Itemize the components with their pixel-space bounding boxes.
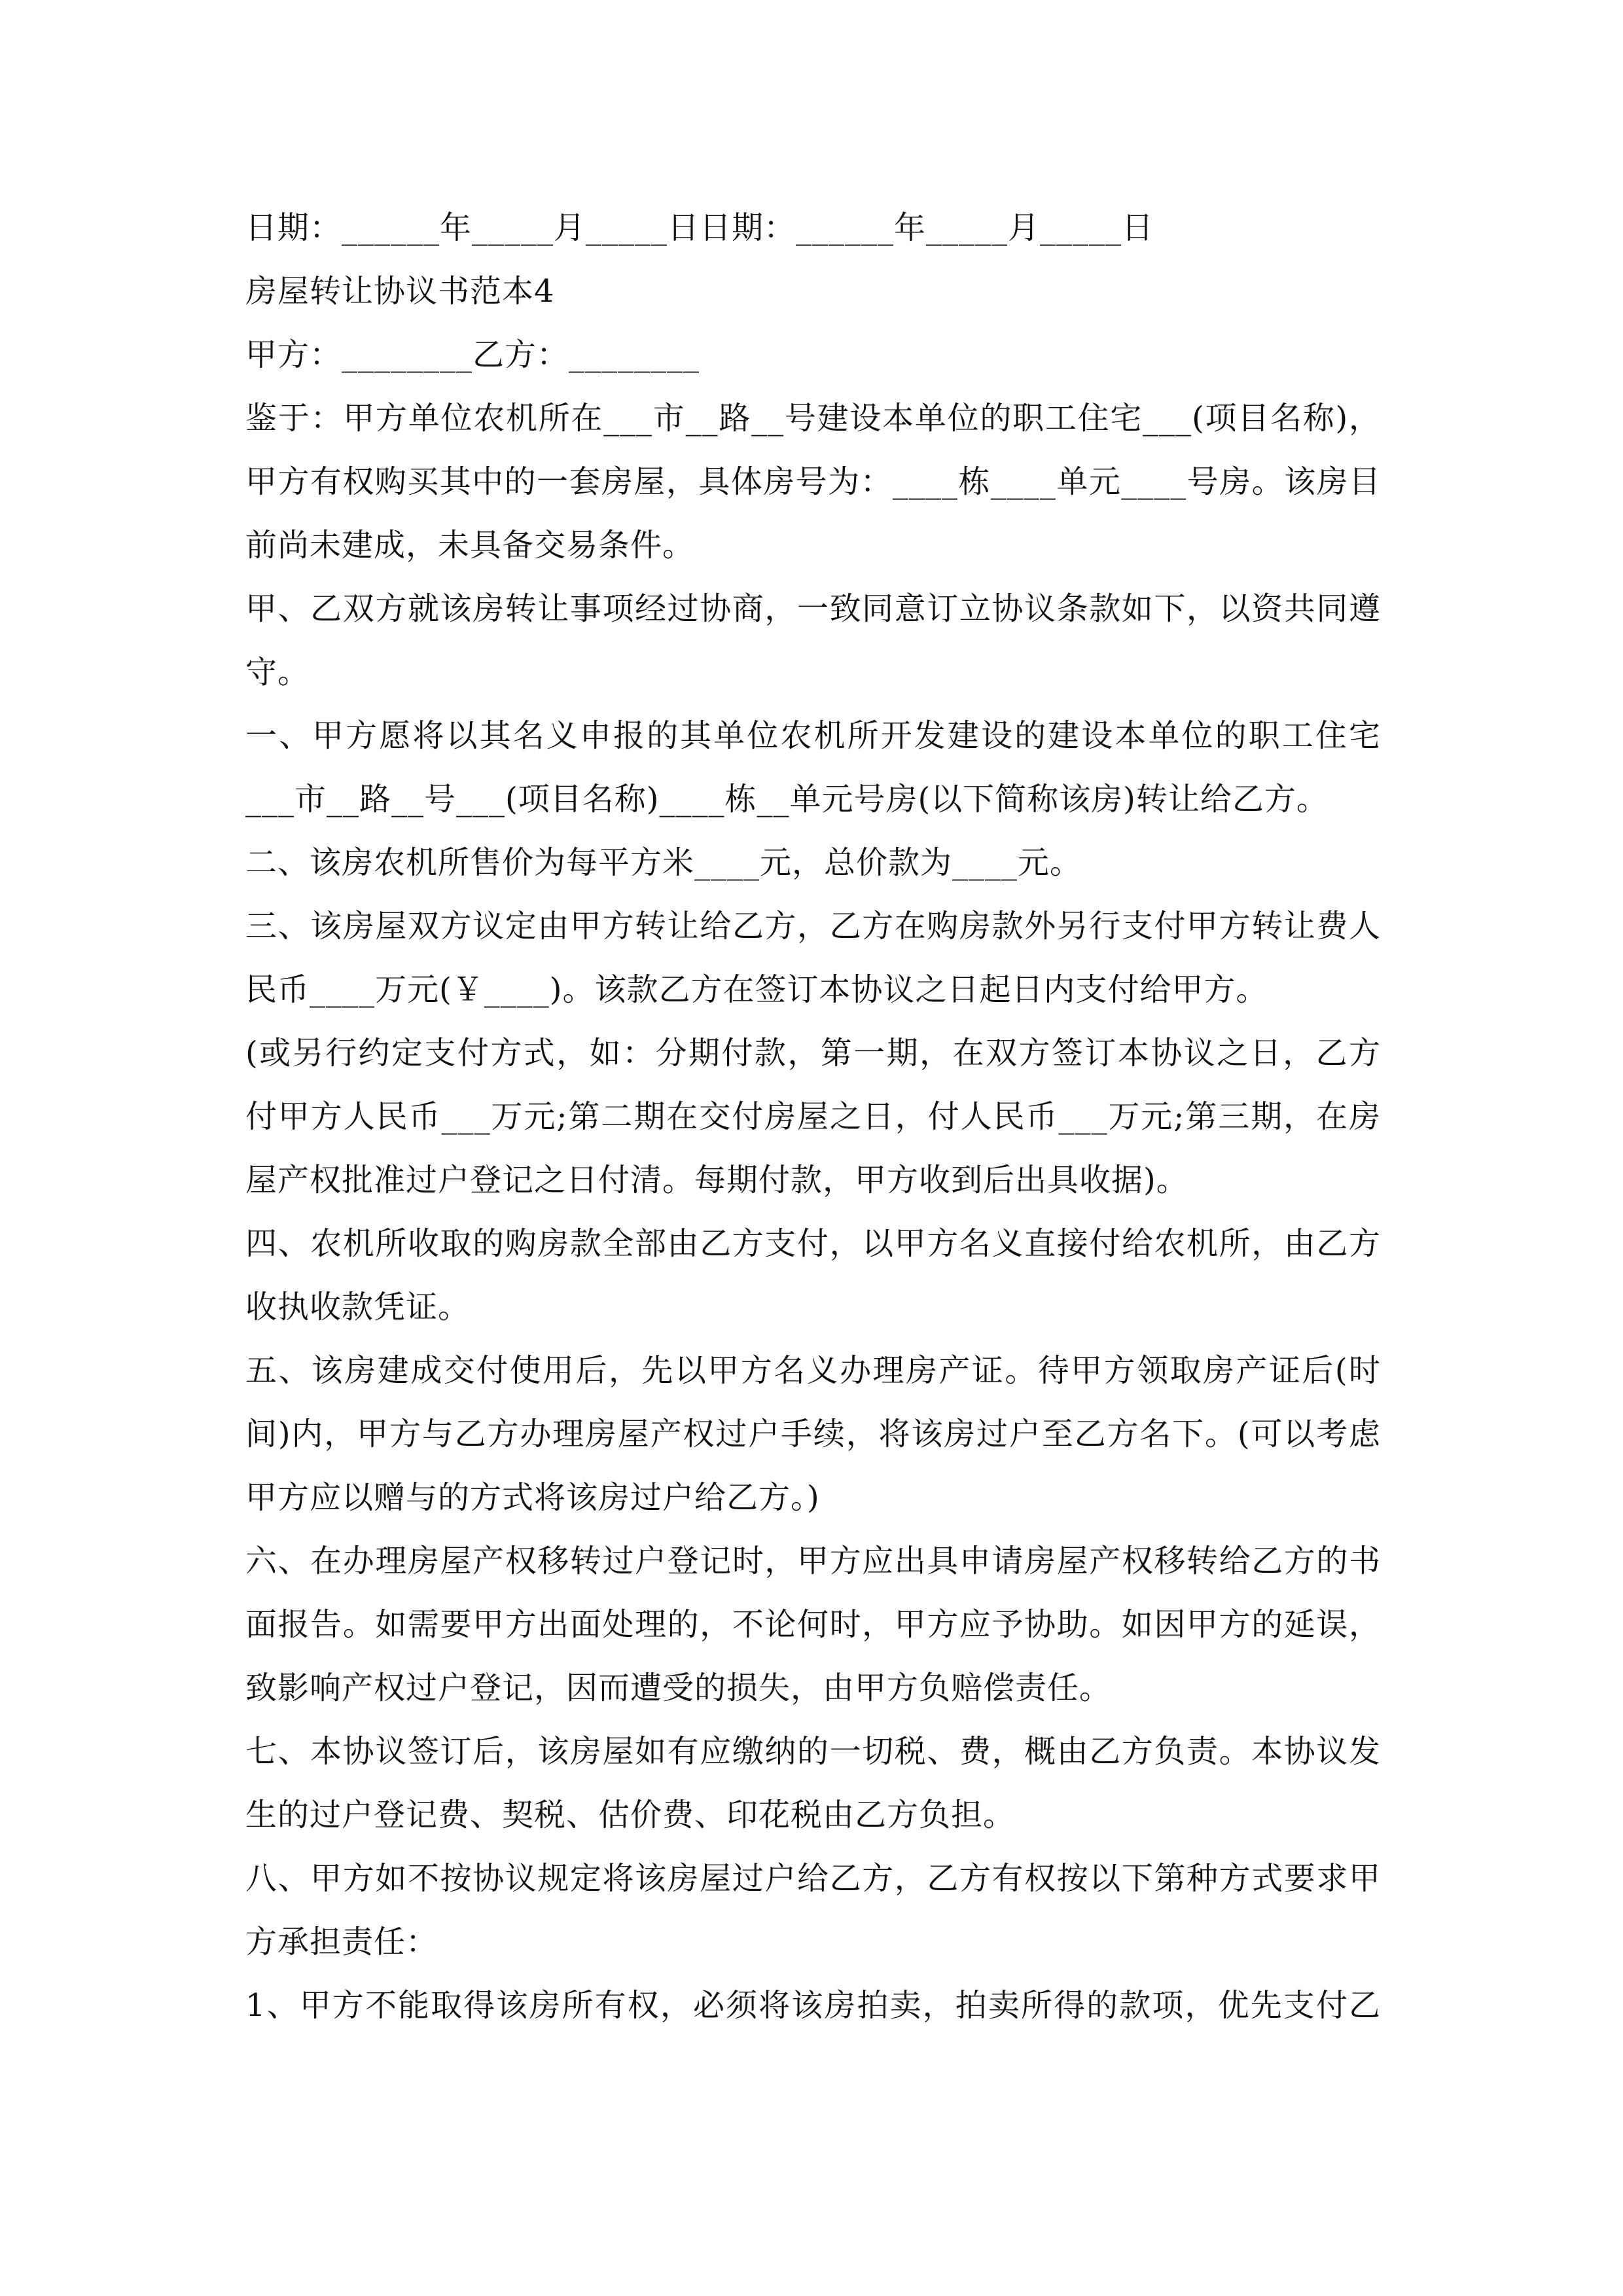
payment-note-line: 屋产权批准过户登记之日付清。每期付款，甲方收到后出具收据)。	[245, 1162, 1188, 1198]
clause-7-line: 七、本协议签订后，该房屋如有应缴纳的一切税、费，概由乙方负责。本协议发	[245, 1733, 1381, 1770]
clause-3-line: 三、该房屋双方议定由甲方转让给乙方，乙方在购房款外另行支付甲方转让费人	[245, 908, 1381, 944]
clause-4-line: 四、农机所收取的购房款全部由乙方支付，以甲方名义直接付给农机所，由乙方	[245, 1225, 1381, 1262]
clause-8-item-1-line: 1、甲方不能取得该房所有权，必须将该房拍卖，拍卖所得的款项，优先支付乙	[245, 1987, 1381, 2024]
clause-8-line: 八、甲方如不按协议规定将该房屋过户给乙方，乙方有权按以下第种方式要求甲	[245, 1860, 1381, 1897]
text-line: 鉴于：甲方单位农机所在___市__路__号建设本单位的职工住宅___(项目名称)，	[245, 400, 1381, 437]
clause-2-line: 二、该房农机所售价为每平方米____元，总价款为____元。	[245, 844, 1082, 881]
text-line: 甲、乙双方就该房转让事项经过协商，一致同意订立协议条款如下，以资共同遵	[245, 590, 1381, 627]
clause-8-line: 方承担责任：	[245, 1924, 438, 1960]
payment-note-line: (或另行约定支付方式，如：分期付款，第一期，在双方签订本协议之日，乙方	[245, 1035, 1381, 1071]
text-line: 前尚未建成，未具备交易条件。	[245, 527, 695, 564]
clause-1-line: ___市__路__号___(项目名称)____栋__单元号房(以下简称该房)转让给乙方。	[245, 781, 1329, 817]
document-title: 房屋转让协议书范本4	[245, 273, 555, 310]
clause-4-line: 收执收款凭证。	[245, 1289, 471, 1325]
clause-7-line: 生的过户登记费、契税、估价费、印花税由乙方负担。	[245, 1797, 1016, 1833]
clause-5-line: 五、该房建成交付使用后，先以甲方名义办理房产证。待甲方领取房产证后(时	[245, 1352, 1381, 1389]
clause-6-line: 致影响产权过户登记，因而遭受的损失，由甲方负赔偿责任。	[245, 1670, 1112, 1706]
clause-5-line: 间)内，甲方与乙方办理房屋产权过户手续，将该房过户至乙方名下。(可以考虑	[245, 1416, 1381, 1452]
date-line: 日期：______年_____月_____日日期：______年_____月_____日	[245, 209, 1154, 246]
clause-1-line: 一、甲方愿将以其名义申报的其单位农机所开发建设的建设本单位的职工住宅	[245, 717, 1381, 754]
text-line: 守。	[245, 654, 310, 691]
document-body	[245, 196, 1381, 2037]
clause-6-line: 六、在办理房屋产权移转过户登记时，甲方应出具申请房屋产权移转给乙方的书	[245, 1543, 1381, 1579]
clause-6-line: 面报告。如需要甲方出面处理的，不论何时，甲方应予协助。如因甲方的延误，	[245, 1606, 1381, 1643]
parties-line: 甲方：________乙方：________	[245, 336, 700, 373]
text-line: 甲方有权购买其中的一套房屋，具体房号为：____栋____单元____号房。该房目	[245, 463, 1381, 500]
clause-5-line: 甲方应以赠与的方式将该房过户给乙方。)	[245, 1479, 820, 1516]
clause-3-line: 民币____万元(￥____)。该款乙方在签订本协议之日起日内支付给甲方。	[245, 971, 1268, 1008]
payment-note-line: 付甲方人民币___万元;第二期在交付房屋之日，付人民币___万元;第三期，在房	[245, 1098, 1381, 1135]
